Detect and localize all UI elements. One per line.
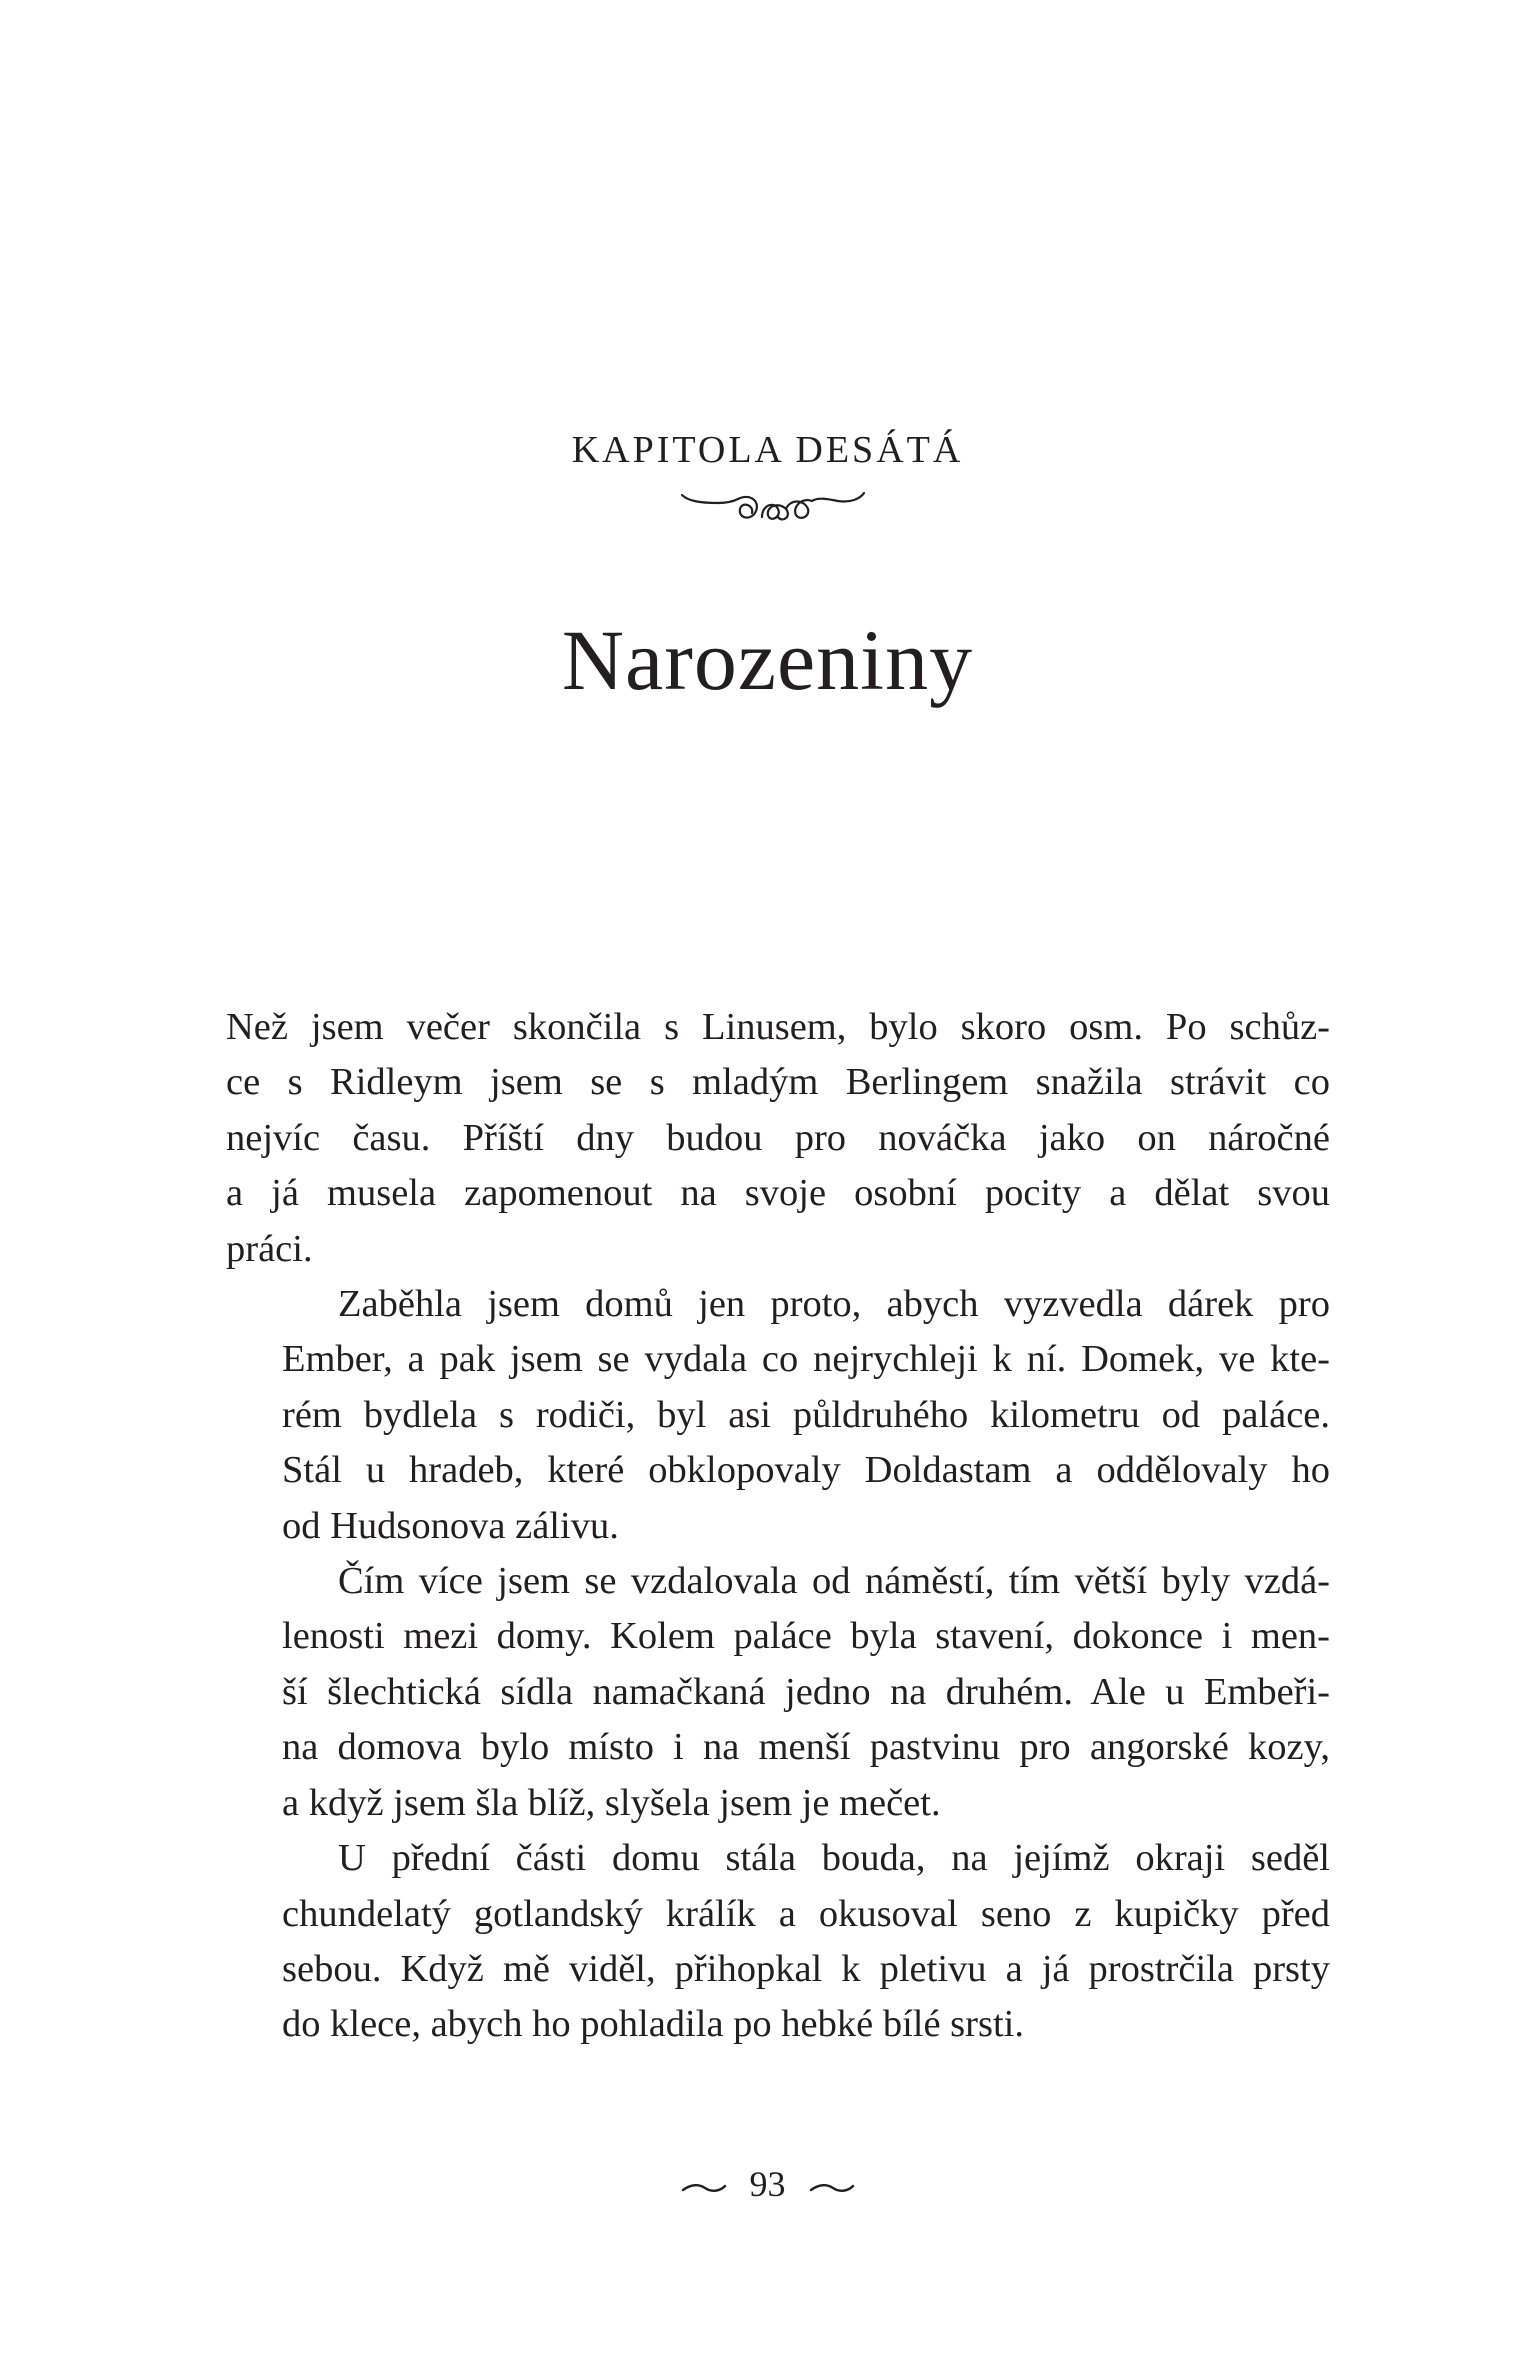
paragraph <box>226 1277 1330 1554</box>
body-text <box>226 1000 1330 2053</box>
text-line: rém bydlela s rodiči, byl asi půldruhého kilometru od paláce. <box>282 1393 1330 1436</box>
text-line: Ember, a pak jsem se vydala co nejrychleji k ní. Domek, ve kte- <box>282 1338 1330 1381</box>
text-line: do klece, abych ho pohladila po hebké bílé srsti. <box>282 2003 1024 2046</box>
text-line: ší šlechtická sídla namačkaná jedno na druhém. Ale u Embeři- <box>282 1670 1330 1713</box>
text-line: lenosti mezi domy. Kolem paláce byla stavení, dokonce i men- <box>282 1615 1330 1658</box>
text-line: nejvíc času. Příští dny budou pro nováčka jako on náročné <box>226 1116 1330 1159</box>
text-line: ce s Ridleym jsem se s mladým Berlingem snažila strávit co <box>226 1061 1330 1104</box>
chapter-label: KAPITOLA DESÁTÁ <box>571 429 964 471</box>
text-line: sebou. Když mě viděl, přihopkal k pletivu a já prostrčila prsty <box>282 1947 1330 1990</box>
text-line: U přední části domu stála bouda, na jejímž okraji seděl <box>338 1837 1330 1880</box>
page-number <box>0 2163 1535 2205</box>
text-line: a když jsem šla blíž, slyšela jsem je mečet. <box>282 1781 941 1824</box>
paragraph <box>226 1554 1330 1831</box>
scroll-flourish-icon <box>678 487 868 529</box>
text-line: Čím více jsem se vzdalovala od náměstí, tím větší byly vzdá- <box>338 1560 1330 1603</box>
text-line: Než jsem večer skončila s Linusem, bylo skoro osm. Po schůz- <box>226 1006 1330 1048</box>
tilde-dash-icon <box>809 2181 855 2195</box>
text-line: Zaběhla jsem domů jen proto, abych vyzvedla dárek pro <box>338 1283 1330 1326</box>
paragraph <box>226 1831 1330 2053</box>
text-line: chundelatý gotlandský králík a okusoval seno z kupičky před <box>282 1892 1330 1935</box>
chapter-title: Narozeniny <box>561 612 974 708</box>
tilde-dash-icon <box>681 2181 727 2195</box>
paragraph <box>226 1000 1330 1277</box>
text-line: Stál u hradeb, které obklopovaly Doldastam a oddělovaly ho <box>282 1449 1330 1492</box>
text-line: na domova bylo místo i na menší pastvinu pro angorské kozy, <box>282 1726 1330 1769</box>
text-line: od Hudsonova zálivu. <box>282 1504 619 1547</box>
text-line: a já musela zapomenout na svoje osobní pocity a dělat svou <box>226 1172 1330 1215</box>
text-line: práci. <box>226 1227 313 1270</box>
page-number-value: 93 <box>749 2164 786 2204</box>
